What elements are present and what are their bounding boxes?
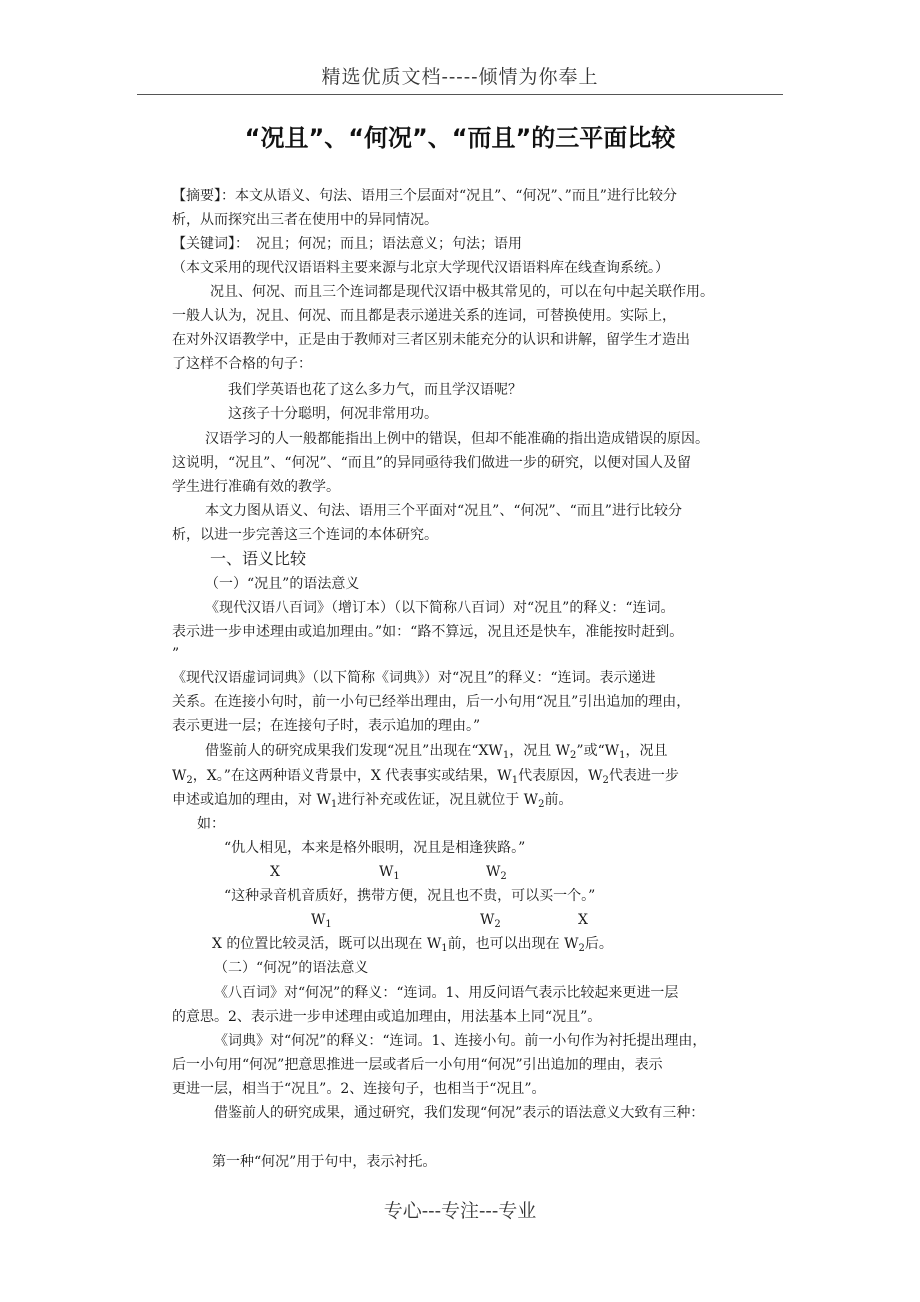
intro-p2-line-1: 汉语学习的人一般都能指出上例中的错误，但却不能准确的指出造成错误的原因。 <box>205 431 709 447</box>
example-sentence-1: “仇人相见，本来是格外眼明，况且是相逢狭路。” <box>224 840 526 856</box>
s1-p1-line-1: 《现代汉语八百词》（增订本）（以下简称八百词）对“况且”的释义：“连词。 <box>205 600 675 616</box>
s1-p3-line-1: 借鉴前人的研究成果我们发现“况且”出现在“$XW_1$，况且 $W_2$”或“$W_1$，况且 <box>205 743 668 761</box>
abstract-line-2: 析，从而探究出三者在使用中的异同情况。 <box>172 212 438 228</box>
ex2-label-w2: $W_2$ <box>480 912 501 930</box>
intro-p3-line-2: 析，以进一步完善这三个连词的本体研究。 <box>172 527 438 543</box>
s2-p1-line-1: 《八百词》对“何况”的释义：“连词。1、用反问语气表示比较起来更进一层 <box>214 985 679 1001</box>
example-sentence-2: “这种录音机音质好，携带方便，况且也不贵，可以买一个。” <box>224 888 596 904</box>
error-example-2: 这孩子十分聪明，何况非常用功。 <box>228 406 438 422</box>
page-header: 精选优质文档-----倾情为你奉上 <box>321 66 599 88</box>
s1-p2-line-2: 关系。在连接小句时，前一小句已经举出理由，后一小句用“况且”引出追加的理由， <box>172 694 691 710</box>
abstract-line-1: 【摘要】：本文从语义、句法、语用三个层面对“况且”、“何况”、”而且”进行比较分 <box>172 188 677 204</box>
s1-p3-line-2: $W_2$，X。”在这两种语义背景中，X 代表事实或结果，$W_1$代表原因，$W_2$代表进一步 <box>172 768 679 786</box>
x-position-note: X 的位置比较灵活，既可以出现在 $W_1$前，也可以出现在 $W_2$后。 <box>212 936 613 954</box>
subheading-kuangqie: （一）“况且”的语法意义 <box>205 576 360 592</box>
intro-p2-line-2: 这说明，“况且”、“何况”、“而且”的异同亟待我们做进一步的研究，以便对国人及留 <box>172 455 691 471</box>
intro-p1-line-3: 在对外汉语教学中，正是由于教师对三者区别未能充分的认识和讲解，留学生才造出 <box>172 332 690 348</box>
ex1-label-w2: $W_2$ <box>486 864 507 882</box>
s1-p2-line-1: 《现代汉语虚词词典》（以下简称《词典》）对“况且”的释义：“连词。表示递进 <box>172 670 656 686</box>
ex2-label-w1: $W_1$ <box>311 912 332 930</box>
example-lead: 如： <box>197 816 225 832</box>
error-example-1: 我们学英语也花了这么多力气，而且学汉语呢？ <box>228 382 522 398</box>
intro-p2-line-3: 学生进行准确有效的教学。 <box>172 479 340 495</box>
header-divider <box>137 94 783 95</box>
document-title: “况且”、“何况”、“而且”的三平面比较 <box>244 124 676 152</box>
keywords-line: 【关键词】： 况且；何况；而且；语法意义；句法；语用 <box>172 236 522 252</box>
section-heading-semantics: 一、语义比较 <box>210 549 307 568</box>
intro-p1-line-1: 况且、何况、而且三个连词都是现代汉语中极其常见的，可以在句中起关联作用。 <box>210 284 714 300</box>
subheading-hekuang: （二）“何况”的语法意义 <box>214 960 369 976</box>
s2-p2-line-1: 《词典》对“何况”的释义：“连词。1、连接小句。前一小句作为衬托提出理由， <box>214 1033 707 1049</box>
s1-p3-line-3: 申述或追加的理由，对 $W_1$进行补充或佐证，况且就位于 $W_2$前。 <box>172 792 573 810</box>
s1-p2-line-3: 表示更进一层；在连接句子时，表示追加的理由。” <box>172 718 481 734</box>
page-footer: 专心---专注---专业 <box>383 1200 537 1222</box>
s2-p2-line-3: 更进一层，相当于“况且”。2、连接句子，也相当于“况且”。 <box>172 1081 546 1097</box>
s2-p4: 第一种“何况”用于句中，表示衬托。 <box>212 1154 437 1170</box>
ex1-label-w1: $W_1$ <box>379 864 400 882</box>
ex2-label-x: X <box>578 912 588 928</box>
s2-p2-line-2: 后一小句用“何况”把意思推进一层或者后一小句用“何况”引出追加的理由，表示 <box>172 1057 663 1073</box>
intro-p1-line-4: 了这样不合格的句子： <box>172 356 312 372</box>
ex1-label-x: X <box>270 864 280 880</box>
corpus-note: （本文采用的现代汉语语料主要来源与北京大学现代汉语语料库在线查询系统。） <box>172 260 669 276</box>
intro-p3-line-1: 本文力图从语义、句法、语用三个平面对“况且”、“何况”、“而且”进行比较分 <box>205 503 682 519</box>
s2-p3: 借鉴前人的研究成果，通过研究，我们发现“何况”表示的语法意义大致有三种： <box>214 1105 705 1121</box>
intro-p1-line-2: 一般人认为，况且、何况、而且都是表示递进关系的连词，可替换使用。实际上， <box>172 308 676 324</box>
s1-p1-line-2: 表示进一步申述理由或追加理由。”如：“路不算远，况且还是快车，准能按时赶到。 <box>172 624 684 640</box>
s2-p1-line-2: 的意思。2、表示进一步申述理由或追加理由，用法基本上同“况且”。 <box>172 1009 602 1025</box>
s1-p1-line-3: ” <box>172 646 180 662</box>
